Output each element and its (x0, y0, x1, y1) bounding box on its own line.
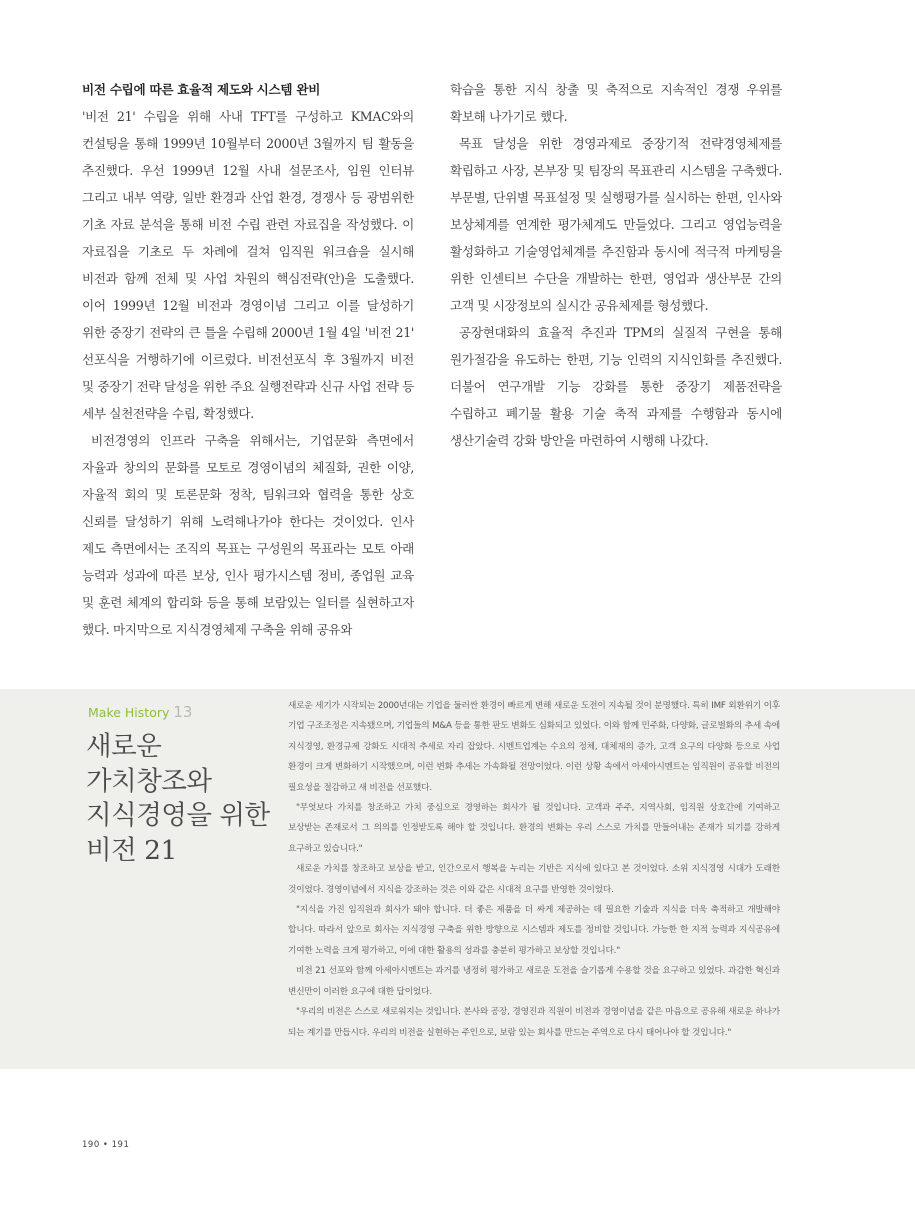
article-left-column (82, 76, 414, 643)
sidebar-body (288, 696, 780, 1043)
article-paragraph: 학습을 통한 지식 창출 및 축적으로 지속적인 경쟁 우위를 확보해 나가기로 했다. (450, 82, 782, 124)
series-label (88, 703, 192, 721)
series-label-text: Make History (88, 705, 170, 720)
sidebar-title (86, 730, 276, 868)
article-paragraph: 비전경영의 인프라 구축을 위해서는, 기업문화 측면에서 자율과 창의의 문화를 모토로 경영이념의 체질화, 권한 이양, 자율적 회의 및 토론문화 정착, 팀워크와 협력을 통한 상호 신뢰를 달성하기 위해 노력해나가야 한다는 것이었다. 인사 제도 측면에서는 조직의 목표는 구성원의 목표라는 모토 아래 능력과 성과에 따른 보상, 인사 평가시스템 정비, 종업원 교육 및 훈련 체계의 합리화 등을 통해 보람있는 일터를 실현하고자 했다. 마지막으로 지식경영체제 구축을 위해 공유와 (82, 433, 414, 637)
section-heading: 비전 수립에 따른 효율적 제도와 시스템 완비 (82, 82, 321, 97)
sidebar-quote: "지식을 가진 임직원과 회사가 돼야 합니다. 더 좋은 제품을 더 싸게 제공하는 데 필요한 기술과 지식을 더욱 축적하고 개발해야 합니다. 따라서 앞으로 회사는 지식경영 구축을 위한 방향으로 시스템과 제도를 정비할 것입니다. 가능한 한 지적 능력과 지식공유에 기여한 노력을 크게 평가하고, 이에 대한 활용의 성과를 충분히 평가하고 보상할 것입니다." (288, 905, 780, 956)
sidebar-quote: "우리의 비전은 스스로 새로워지는 것입니다. 본사와 공장, 경영진과 직원이 비전과 경영이념을 같은 마음으로 공유해 새로운 하나가 되는 계기를 만듭시다. 우리의 비전을 실현하는 주인으로, 보람 있는 회사를 만드는 주역으로 다시 태어나야 할 것입니다." (288, 1007, 780, 1038)
article-paragraph: 공장현대화의 효율적 추진과 TPM의 실질적 구현을 통해 원가절감을 유도하는 한편, 기능 인력의 지식인화를 추진했다. 더불어 연구개발 기능 강화를 통한 중장기 제품전략을 수립하고 폐기물 활용 기술 축적 과제를 수행함과 동시에 생산기술력 강화 방안을 마련하여 시행해 나갔다. (450, 325, 782, 448)
sidebar-title-line: 비전 21 (86, 834, 177, 866)
article-paragraph: 목표 달성을 위한 경영과제로 중장기적 전략경영체제를 확립하고 사장, 본부장 및 팀장의 목표관리 시스템을 구축했다. 부문별, 단위별 목표설정 및 실행평가를 실시하는 한편, 인사와 보상체계를 연계한 평가체계도 만들었다. 그리고 영업능력을 활성화하고 기술영업체계를 추진함과 동시에 적극적 마케팅을 위한 인센티브 수단을 개발하는 한편, 영업과 생산부문 간의 고객 및 시장정보의 실시간 공유체제를 형성했다. (450, 136, 782, 313)
article-right-column (450, 76, 782, 454)
series-number: 13 (173, 703, 193, 721)
sidebar-title-line: 새로운 (86, 731, 162, 762)
sidebar-paragraph: 새로운 가치를 창조하고 보상을 받고, 인간으로서 행복을 누리는 기반은 지식에 있다고 본 것이었다. 소위 지식경영 시대가 도래한 것이었다. 경영이념에서 지식을 강조하는 것은 이와 같은 시대적 요구를 반영한 것이었다. (288, 864, 780, 895)
sidebar-title-line: 가치창조와 (86, 765, 212, 797)
sidebar-paragraph: 비전 21 선포와 함께 아세아시멘트는 과거를 냉정히 평가하고 새로운 도전을 슬기롭게 수용할 것을 요구하고 있었다. 과감한 혁신과 변신만이 이러한 요구에 대한 답이었다. (288, 966, 780, 997)
page-number: 190 • 191 (82, 1140, 130, 1150)
sidebar-paragraph: 새로운 세기가 시작되는 2000년대는 기업을 둘러싼 환경이 빠르게 변해 새로운 도전이 지속될 것이 분명했다. 특히 IMF 외환위기 이후 기업 구조조정은 지속됐으며, 기업들의 M&A 등을 통한 판도 변화도 심화되고 있었다. 이와 함께 민주화, 다양화, 글로벌화의 추세 속에 지식경영, 환경규제 강화도 시대적 추세로 자리 잡았다. 시멘트업계는 수요의 정체, 대체재의 증가, 고객 요구의 다양화 등으로 사업 환경이 크게 변화하기 시작했으며, 이런 변화 추세는 가속화될 전망이었다. 이런 상황 속에서 아세아시멘트는 임직원이 공유할 비전의 필요성을 절감하고 새 비전을 선포했다. (288, 701, 780, 793)
sidebar-quote: "무엇보다 가치를 창조하고 가치 중심으로 경영하는 회사가 될 것입니다. 고객과 주주, 지역사회, 임직원 상호간에 기여하고 보상받는 존재로서 그 의의를 인정받도록 해야 할 것입니다. 환경의 변화는 우리 스스로 가치를 만들어내는 존재가 되기를 강하게 요구하고 있습니다." (288, 803, 780, 854)
article-paragraph: '비전 21' 수립을 위해 사내 TFT를 구성하고 KMAC와의 컨설팅을 통해 1999년 10월부터 2000년 3월까지 팀 활동을 추진했다. 우선 1999년 12월 사내 설문조사, 임원 인터뷰 그리고 내부 역량, 일반 환경과 산업 환경, 경쟁사 등 광범위한 기초 자료 분석을 통해 비전 수립 관련 자료집을 작성했다. 이 자료집을 기초로 두 차례에 걸쳐 임직원 워크숍을 실시해 비전과 함께 전체 및 사업 차원의 핵심전략(안)을 도출했다. 이어 1999년 12월 비전과 경영이념 그리고 이를 달성하기 위한 중장기 전략의 큰 틀을 수립해 2000년 1월 4일 '비전 21' 선포식을 거행하기에 이르렀다. 비전선포식 후 3월까지 비전 및 중장기 전략 달성을 위한 주요 실행전략과 신규 사업 전략 등 세부 실천전략을 수립, 확정했다. (82, 109, 414, 421)
sidebar-title-line: 지식경영을 위한 (86, 800, 270, 831)
